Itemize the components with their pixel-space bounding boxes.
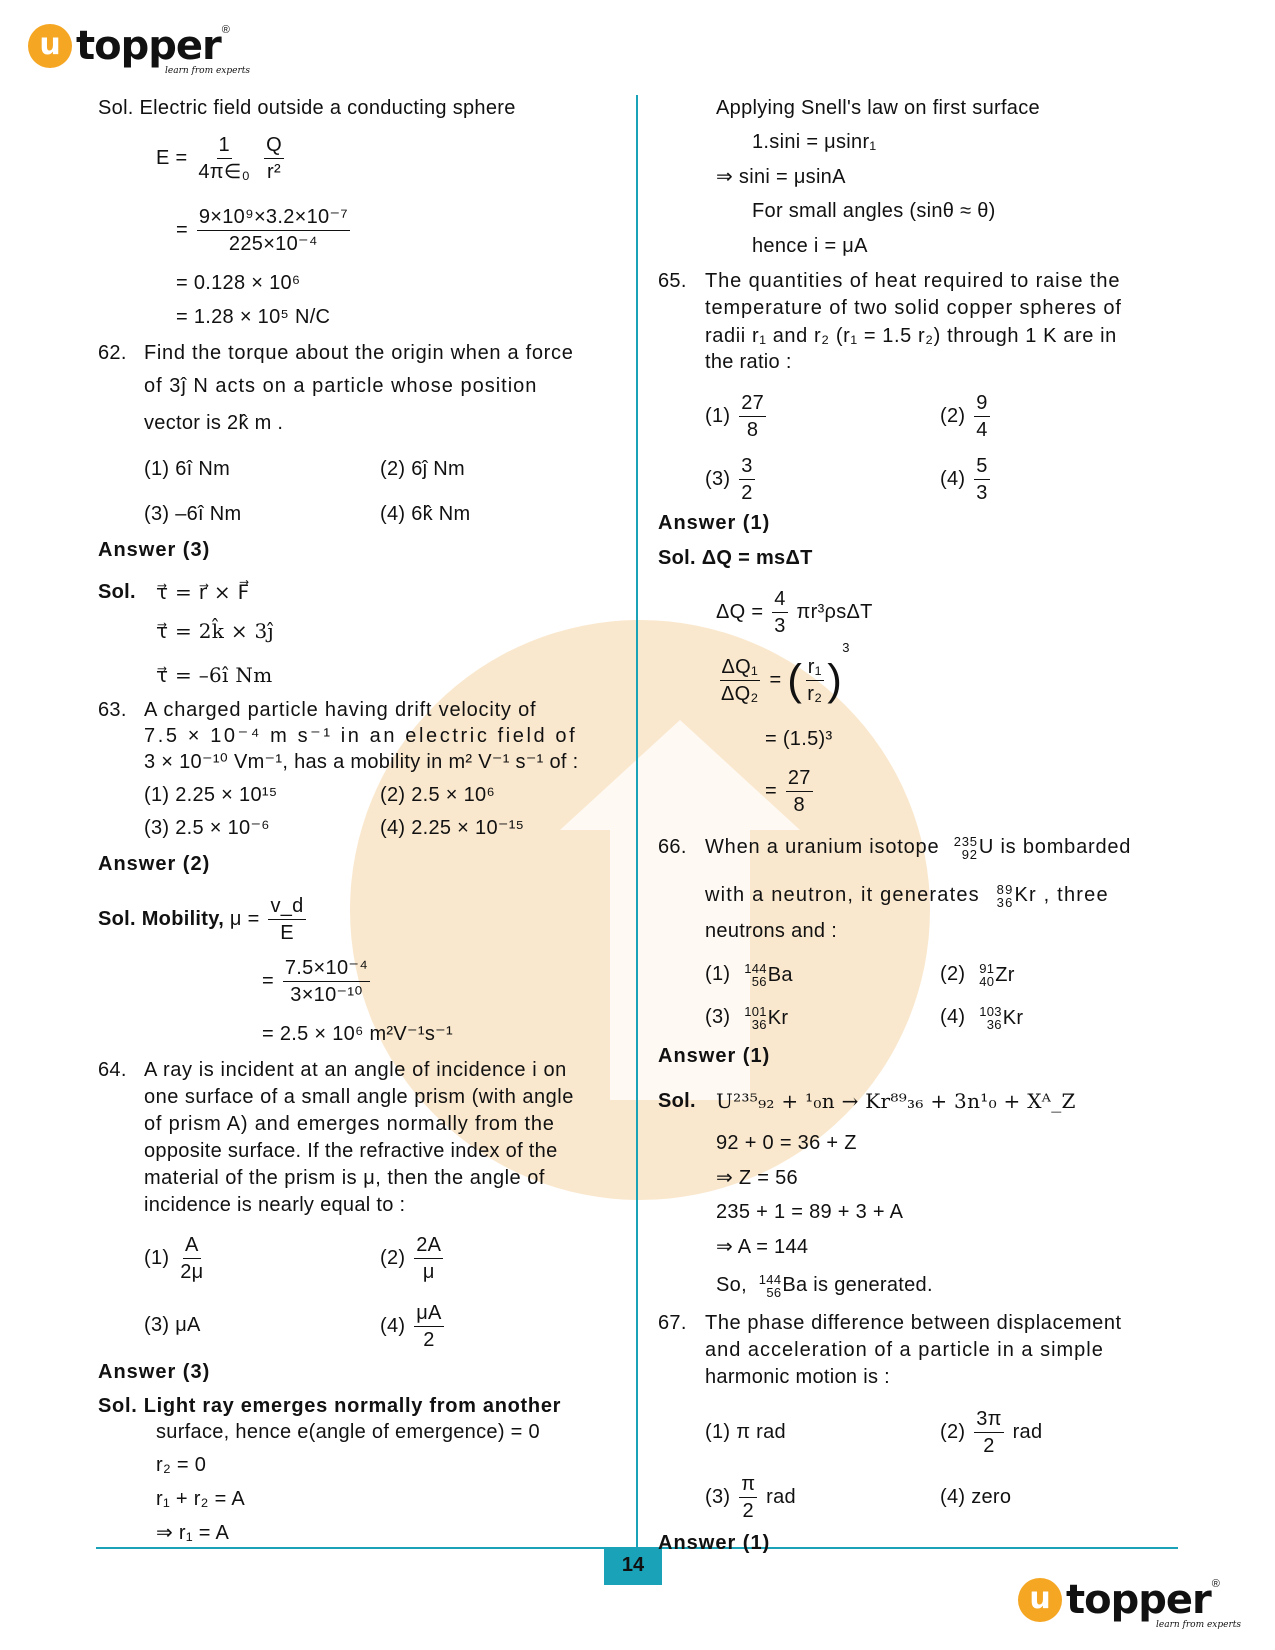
q67-option-4: (4) zero: [940, 1486, 1012, 1508]
q64-sol-s1: r₂ = 0: [156, 1454, 207, 1476]
q65-sol-1: [716, 586, 873, 639]
frac-den: 2: [983, 1435, 995, 1457]
q66-reaction: U²³⁵₉₂ + ¹₀n → Kr⁸⁹₃₆ + 3n¹₀ + Xᴬ_Z: [716, 1089, 1076, 1113]
q63-line3: 3 × 10⁻¹⁰ Vm⁻¹, has a mobility in m² V⁻¹ s⁻¹ of :: [144, 751, 579, 773]
registered-mark: ®: [1211, 1578, 1220, 1590]
q65-sol-4: = $\frac{27}{8}$: [765, 767, 811, 816]
q64-sol-s2: r₁ + r₂ = A: [156, 1488, 245, 1510]
q66-sol-5: [716, 1272, 933, 1299]
option-label: (2): [940, 404, 966, 427]
q64-sol-2: surface, hence e(angle of emergence) = 0: [156, 1421, 540, 1443]
sol-text: Sol. ΔQ = msΔT: [658, 547, 813, 569]
atomic-number: 36: [751, 1016, 767, 1032]
snell-line5: hence i = μA: [752, 235, 868, 257]
q63-option-1: (1) 2.25 × 10¹⁵: [144, 784, 278, 806]
q64-option-3: (3) μA: [144, 1314, 201, 1336]
q66-sol-1: 92 + 0 = 36 + Z: [716, 1132, 857, 1154]
q64-option-2: [380, 1232, 446, 1285]
sol61-title: Sol. Electric field outside a conducting sphere: [98, 97, 516, 119]
q64-line2: one surface of a small angle prism (with angle: [144, 1086, 574, 1108]
q65-sol-3: = (1.5)³: [765, 728, 833, 750]
q66-line1: [705, 834, 1131, 861]
q62-line2: of 3ĵ N acts on a particle whose position: [144, 375, 538, 397]
registered-mark: ®: [221, 24, 230, 36]
q64-line1: A ray is incident at an angle of incidence i on: [144, 1059, 567, 1081]
q62-option-4: (4) 6k̂ Nm: [380, 503, 471, 525]
frac-num: ΔQ₁: [720, 654, 761, 681]
q67-number: 67.: [658, 1312, 687, 1334]
q62-number: 62.: [98, 342, 127, 364]
q66-answer: Answer (1): [658, 1045, 771, 1067]
q65-option-1: [705, 390, 769, 443]
frac-num: 27: [739, 390, 766, 417]
q67-answer: Answer (1): [658, 1532, 771, 1554]
frac-num: π: [739, 1471, 757, 1498]
frac-num: 5: [974, 453, 989, 480]
q66-option-1: [705, 961, 793, 988]
brand-logo-top: [28, 24, 230, 68]
q64-number: 64.: [98, 1059, 127, 1081]
text: Ba is generated.: [782, 1274, 933, 1296]
sol61-line4: = 1.28 × 10⁵ N/C: [176, 306, 331, 328]
q67-line1: The phase difference between displacement: [705, 1312, 1122, 1334]
q63-line1: A charged particle having drift velocity of: [144, 699, 537, 721]
frac-num: 1: [217, 132, 232, 159]
q65-option-2: [940, 390, 993, 443]
q62-option-1: (1) 6î Nm: [144, 458, 231, 480]
q66-sol-2: ⇒ Z = 56: [716, 1167, 798, 1189]
q63-option-3: (3) 2.5 × 10⁻⁶: [144, 817, 270, 839]
text: U is bombarded: [978, 836, 1132, 858]
frac-num: 7.5×10⁻⁴: [283, 955, 370, 982]
sol-text: Sol. Mobility,: [98, 907, 225, 930]
q62-sol-2: τ⃗ = 2k̂ × 3ĵ: [156, 619, 275, 643]
frac-den: 4π∈₀: [198, 161, 251, 183]
q66-line2: [705, 882, 1109, 909]
frac-den: 225×10⁻⁴: [228, 233, 318, 255]
snell-line4: For small angles (sinθ ≈ θ): [752, 200, 996, 222]
frac-den: μ: [422, 1261, 435, 1283]
q66-number: 66.: [658, 836, 687, 858]
frac-num: v_d: [268, 893, 305, 920]
mass-number: 91: [979, 960, 995, 976]
q63-answer: Answer (2): [98, 853, 211, 875]
text: So,: [716, 1274, 747, 1296]
column-divider: [636, 95, 638, 1547]
option-label: (1): [705, 963, 731, 985]
q64-answer: Answer (3): [98, 1361, 211, 1383]
brand-name: topper: [1066, 1577, 1211, 1623]
sol61-line3: = 0.128 × 10⁶: [176, 272, 301, 294]
atomic-number: 56: [766, 1284, 782, 1300]
element-symbol: Kr: [1002, 1006, 1024, 1029]
q64-line3: of prism A) and emerges normally from the: [144, 1113, 555, 1135]
option-label: (4): [940, 467, 966, 490]
snell-line2: 1.sini = μsinr₁: [752, 131, 877, 153]
q65-line1: The quantities of heat required to raise the: [705, 270, 1121, 292]
frac-den: 3: [976, 482, 988, 504]
q66-option-4: [940, 1004, 1023, 1031]
mu-lhs: μ =: [229, 907, 260, 930]
q62-option-2: (2) 6ĵ Nm: [380, 458, 465, 480]
q66-option-3: [705, 1004, 788, 1031]
q66-option-2: [940, 961, 1015, 988]
q67-line2: and acceleration of a particle in a simple: [705, 1339, 1104, 1361]
frac-num: A: [183, 1232, 201, 1259]
q67-line3: harmonic motion is :: [705, 1366, 890, 1388]
q64-option-4: [380, 1300, 447, 1353]
unit: rad: [1012, 1420, 1043, 1443]
q65-number: 65.: [658, 270, 687, 292]
text: Kr , three: [1014, 884, 1109, 906]
frac-num: Q: [264, 132, 284, 159]
atomic-number: 36: [996, 894, 1014, 910]
q66-line3: neutrons and :: [705, 920, 838, 942]
frac-num: 4: [772, 586, 787, 613]
frac-num: 3: [739, 453, 754, 480]
q65-line4: the ratio :: [705, 351, 792, 373]
q65-sol-2: $\frac{\text{ΔQ₁}}{\text{ΔQ₂}}$ = ( $\frac{\text{r₁}}{\text{r₂}}$ )$^3$: [721, 640, 850, 705]
q62-sol-3: τ⃗ = –6î Nm: [156, 663, 273, 687]
q64-line4: opposite surface. If the refractive index of the: [144, 1140, 558, 1162]
option-label: (3): [705, 1006, 731, 1028]
q64-sol-s3: ⇒ r₁ = A: [156, 1522, 230, 1544]
q64-line5: material of the prism is μ, then the angle of: [144, 1167, 545, 1189]
option-label: (2): [380, 1246, 406, 1269]
q65-sol: [658, 545, 813, 571]
option-label: (3): [705, 1485, 731, 1508]
frac-num: 9: [974, 390, 989, 417]
frac-den: 4: [976, 419, 988, 441]
frac-den: 2: [742, 1500, 754, 1522]
brand-logo-icon: u: [28, 24, 72, 68]
mass-number: 235: [953, 833, 978, 849]
sol61-eq2: = $\frac{\text{9×10⁹×3.2×10⁻⁷}}{\text{225×10⁻⁴}}$: [176, 206, 348, 255]
frac-den: 3: [774, 615, 786, 637]
brand-logo-icon: u: [1018, 1578, 1062, 1622]
atomic-number: 56: [751, 973, 767, 989]
frac-den: r²: [267, 161, 281, 183]
eq-rhs: πr³ρsΔT: [796, 600, 873, 623]
snell-line3: ⇒ sini = μsinA: [716, 166, 846, 188]
q63-result: = 2.5 × 10⁶ m²V⁻¹s⁻¹: [262, 1023, 453, 1045]
eq-lhs: ΔQ =: [716, 600, 764, 623]
q64-sol-1: [98, 1393, 561, 1419]
frac-num: 9×10⁹×3.2×10⁻⁷: [197, 204, 350, 231]
frac-num: 27: [786, 765, 813, 792]
atomic-number: 92: [961, 846, 978, 862]
element-symbol: Ba: [767, 963, 793, 986]
q62-line1: Find the torque about the origin when a force: [144, 342, 574, 364]
option-label: (1): [705, 404, 731, 427]
mass-number: 144: [744, 960, 767, 976]
frac-den: 2: [423, 1329, 435, 1351]
brand-logo-bottom: [1018, 1578, 1220, 1622]
atomic-number: 40: [979, 973, 995, 989]
option-label: (1): [144, 1246, 170, 1269]
mass-number: 103: [979, 1003, 1002, 1019]
option-label: (4): [380, 1314, 406, 1337]
q63-number: 63.: [98, 699, 127, 721]
atomic-number: 36: [986, 1016, 1002, 1032]
text: When a uranium isotope: [705, 836, 940, 858]
q65-answer: Answer (1): [658, 512, 771, 534]
frac-den: ΔQ₂: [721, 683, 759, 705]
mass-number: 89: [996, 881, 1014, 897]
sol61-eq1: [156, 132, 287, 185]
frac-den: 2μ: [180, 1261, 204, 1283]
brand-name: topper: [76, 23, 221, 69]
frac-den: r₂: [807, 683, 823, 705]
brand-tagline: learn from experts: [1156, 1620, 1242, 1630]
q67-option-2: [940, 1406, 1042, 1459]
q67-option-3: [705, 1471, 796, 1524]
exponent: 3: [842, 640, 850, 655]
eq-lhs: E =: [156, 146, 188, 169]
q65-line3: radii r₁ and r₂ (r₁ = 1.5 r₂) through 1 K are in: [705, 325, 1117, 347]
q62-line3: vector is 2k̂ m .: [144, 412, 284, 434]
q62-option-3: (3) –6î Nm: [144, 503, 242, 525]
frac-den: 2: [741, 482, 753, 504]
q66-sol-label: Sol.: [658, 1090, 696, 1112]
frac-den: 8: [793, 794, 805, 816]
q65-option-3: [705, 453, 758, 506]
snell-line1: Applying Snell's law on first surface: [716, 97, 1040, 119]
q65-line2: temperature of two solid copper spheres of: [705, 297, 1122, 319]
q62-sol-1: τ⃗ = r⃗ × F⃗: [156, 580, 250, 604]
text: with a neutron, it generates: [705, 884, 980, 906]
frac-num: 3π: [974, 1406, 1004, 1433]
option-label: (2): [940, 1420, 966, 1443]
mass-number: 144: [758, 1271, 782, 1287]
frac-den: E: [280, 922, 294, 944]
option-label: (4): [940, 1006, 966, 1028]
frac-num: μA: [414, 1300, 443, 1327]
q66-sol-4: ⇒ A = 144: [716, 1236, 809, 1258]
unit: rad: [766, 1485, 796, 1508]
q63-option-2: (2) 2.5 × 10⁶: [380, 784, 495, 806]
page-number: 14: [604, 1547, 662, 1585]
frac-den: 3×10⁻¹⁰: [290, 984, 363, 1006]
q65-option-4: [940, 453, 993, 506]
element-symbol: Zr: [995, 963, 1015, 986]
q63-line2: 7.5 × 10⁻⁴ m s⁻¹ in an electric field of: [144, 725, 578, 747]
q63-sol: [98, 893, 309, 946]
option-label: (3): [705, 467, 731, 490]
brand-tagline: learn from experts: [165, 66, 251, 76]
q62-answer: Answer (3): [98, 539, 211, 561]
frac-num: r₁: [806, 654, 824, 681]
q64-option-1: [144, 1232, 208, 1285]
q66-sol-3: 235 + 1 = 89 + 3 + A: [716, 1201, 904, 1223]
mass-number: 101: [744, 1003, 767, 1019]
q63-sol-frac: = $\frac{\text{7.5×10⁻⁴}}{\text{3×10⁻¹⁰}}$: [262, 957, 369, 1006]
q67-option-1: (1) π rad: [705, 1421, 786, 1443]
q64-line6: incidence is nearly equal to :: [144, 1194, 406, 1216]
frac-num: 2A: [414, 1232, 443, 1259]
sol-text: Sol. Light ray emerges normally from another: [98, 1395, 562, 1417]
q62-sol-label: Sol.: [98, 581, 136, 603]
option-label: (2): [940, 963, 966, 985]
frac-den: 8: [746, 419, 759, 441]
q63-option-4: (4) 2.25 × 10⁻¹⁵: [380, 817, 525, 839]
element-symbol: Kr: [767, 1006, 789, 1029]
